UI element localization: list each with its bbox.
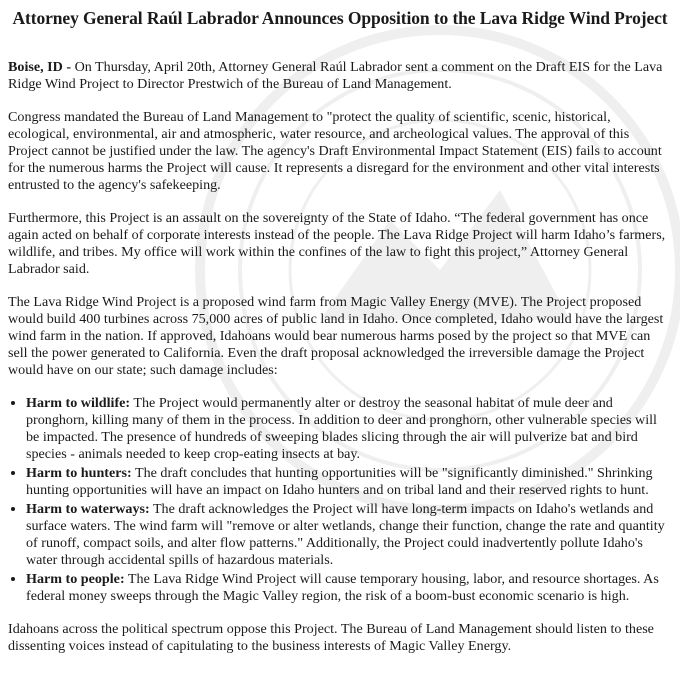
dateline: Boise, ID - <box>8 59 72 75</box>
project-paragraph: The Lava Ridge Wind Project is a proposed wind farm from Magic Valley Energy (MVE). The Project proposed would build 400 turbines across 75,000 acres of public land in Idaho. Once completed, Idaho would have the largest wind farm in the nation. If approved, Idahoans would bear numerous harms posed by the project so that MVE can sell the power generated to California. Even the draft proposal acknowledged the irreversible damage the Project would have on our state; such damage includes: <box>8 294 664 378</box>
harm-label: Harm to hunters: <box>26 465 132 481</box>
intro-text: On Thursday, April 20th, Attorney General Raúl Labrador sent a comment on the Draft EIS for the Lava Ridge Wind Project to Director Prestwich of the Bureau of Land Management. <box>8 59 663 92</box>
page-title: Attorney General Raúl Labrador Announces Opposition to the Lava Ridge Wind Project <box>12 8 668 28</box>
list-item <box>26 395 672 463</box>
press-release <box>8 8 672 671</box>
mandate-paragraph: Congress mandated the Bureau of Land Management to "protect the quality of scientific, scenic, historical, ecological, environmental, air and atmospheric, water resource, and archeological values. The approval of this Project cannot be justified under the law. The agency's Draft Environmental Impact Statement (EIS) fails to account for the numerous harms the Project will cause. It represents a disregard for the environment and other vital interests entrusted to the agency's safekeeping. <box>8 109 662 193</box>
harm-text: The draft acknowledges the Project will have long-term impacts on Idaho's wetlands and surface waters. The wind farm will "remove or alter wetlands, change their function, change the rate and quantity of runoff, compact soils, and alter flow patterns." Additionally, the Project could inadvertently pollute Idaho's water through accidental spills of hazardous materials. <box>26 501 665 568</box>
harm-label: Harm to waterways: <box>26 501 150 517</box>
list-item <box>26 465 672 499</box>
harm-label: Harm to wildlife: <box>26 395 131 411</box>
harm-text: The Lava Ridge Wind Project will cause temporary housing, labor, and resource shortages. As federal money sweeps through the Magic Valley region, the risk of a boom-bust economic scenario is high. <box>26 571 659 604</box>
closing-paragraph: Idahoans across the political spectrum oppose this Project. The Bureau of Land Management should listen to these dissenting voices instead of capitulating to the business interests of Magic Valley Energy. <box>8 621 654 654</box>
harms-list <box>8 395 672 605</box>
list-item <box>26 501 672 569</box>
harm-text: The draft concludes that hunting opportunities will be "significantly diminished." Shrinking hunting opportunities will have an impact on Idaho hunters and on tribal land and their reserved rights to hunt. <box>26 465 653 498</box>
harm-label: Harm to people: <box>26 571 125 587</box>
list-item <box>26 571 672 605</box>
sovereignty-paragraph: Furthermore, this Project is an assault on the sovereignty of the State of Idaho. “The federal government has once again acted on behalf of corporate interests instead of the people. The Lava Ridge Project will harm Idaho’s farmers, wildlife, and tribes. My office will work within the confines of the law to fight this project,” Attorney General Labrador said. <box>8 210 666 277</box>
intro-paragraph <box>8 59 672 93</box>
harm-text: The Project would permanently alter or destroy the seasonal habitat of mule deer and pronghorn, killing many of them in the process. In addition to deer and pronghorn, other vulnerable species will be impacted. The presence of hundreds of sweeping blades slicing through the air will pulverize bat and bird species - animals needed to keep crop-eating insects at bay. <box>26 395 657 462</box>
